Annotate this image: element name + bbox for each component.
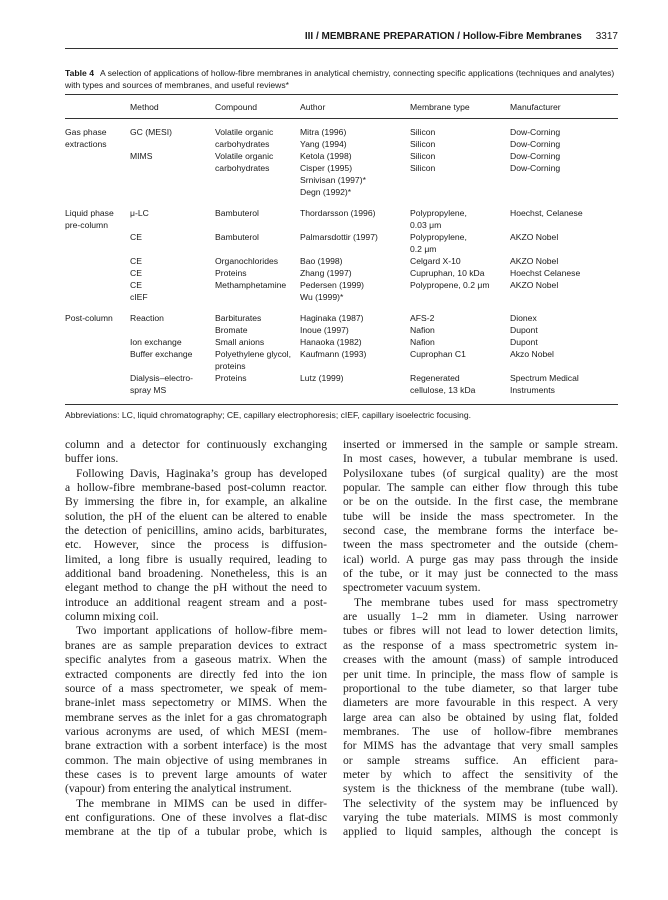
- table-cell: Polyethylene glycol, proteins: [215, 349, 291, 371]
- text-line: Two important applications of hollow-fibre mem-: [76, 624, 327, 638]
- table-label: Table 4: [65, 68, 94, 78]
- text-line: additional band broadening. Nonetheless, this is an: [65, 567, 327, 581]
- text-line: (vapour) from entering the analytical instrument.: [65, 782, 292, 796]
- table-row: [65, 303, 618, 336]
- text-line: are usually 1–2 mm in diameter. Using narrower: [343, 610, 618, 624]
- text-line: proportional to the tube diameter, so that larger tube: [343, 681, 618, 695]
- table-cell: Spectrum Medical Instruments: [510, 373, 579, 395]
- text-line: The selectivity of the system may be influenced by: [343, 796, 618, 810]
- table-row: [65, 372, 618, 396]
- table-row: [65, 336, 618, 348]
- table-cell: Silicon Silicon: [410, 127, 436, 149]
- table-caption: [65, 67, 618, 91]
- table-cell: Akzo Nobel: [510, 349, 554, 359]
- column-header: Method: [130, 95, 215, 119]
- paragraph: [65, 797, 327, 840]
- text-line: membrane serves as the inlet for a gas chromatograph: [65, 710, 327, 724]
- table-cell: Ketola (1998) Cisper (1995) Srnivisan (1997)* Degn (1992)*: [300, 151, 366, 197]
- section-title: III / MEMBRANE PREPARATION / Hollow-Fibre Membranes: [304, 31, 582, 42]
- table-cell: Gas phase extractions: [65, 127, 107, 149]
- table-cell: [65, 291, 130, 303]
- table-cell: Cuprophan C1: [410, 349, 466, 359]
- table-cell: Methamphetamine: [215, 280, 287, 290]
- running-head: [65, 31, 618, 49]
- body-column-left: [65, 438, 327, 840]
- table-cell: Proteins: [215, 373, 247, 383]
- text-line: limited, a long fibre is usually required, leading to: [65, 552, 327, 566]
- table-cell: CE: [130, 232, 142, 242]
- text-line: or sample streams suffice. An efficient para-: [343, 753, 618, 767]
- text-line: diameters are more favourable in this respect. A very: [343, 696, 618, 710]
- text-line: for MIMS has the advantage that very small samples: [343, 739, 618, 753]
- table-cell: [65, 231, 130, 255]
- table-cell: Kaufmann (1993): [300, 349, 367, 359]
- table-cell: Lutz (1999): [300, 373, 344, 383]
- table-cell: Volatile organic carbohydrates: [215, 151, 274, 173]
- table-cell: Proteins: [215, 268, 247, 278]
- table-cell: Buffer exchange: [130, 349, 193, 359]
- table-cell: [65, 279, 130, 291]
- text-line: inserted or immersed in the sample or sample stream.: [343, 438, 618, 451]
- table-cell: Dialysis–electro- spray MS: [130, 373, 194, 395]
- table-cell: Dow-Corning Dow-Corning: [510, 151, 561, 173]
- text-line: spectrometer vacuum system.: [343, 581, 481, 595]
- text-line: meter by which to affect the sensitivity of the: [343, 767, 618, 781]
- text-line: per unit time. In principle, the mass flow of sample is: [343, 667, 618, 681]
- table-row: [65, 231, 618, 255]
- table-cell: Nafion: [410, 337, 435, 347]
- text-line: large area can also be obtained by using flat, folded: [343, 710, 618, 724]
- text-line: or be on the outside. In the first case, the membrane: [343, 495, 618, 509]
- text-line: brane extraction with a sorbent interface) is the most: [65, 739, 327, 753]
- paragraph: [65, 467, 327, 625]
- table-row: [65, 150, 618, 198]
- column-header: Compound: [215, 95, 300, 119]
- table-header-row: [65, 95, 618, 119]
- table-cell: Polypropylene, 0.2 μm: [410, 232, 467, 254]
- table-cell: GC (MESI): [130, 127, 173, 137]
- table-cell: CE: [130, 268, 142, 278]
- text-line: tube will be inside the mass spectrometer. In the: [343, 509, 618, 523]
- table-cell: Polypropene, 0.2 μm: [410, 280, 490, 290]
- text-line: Polysiloxane tubes (of surgical quality) are the most: [343, 466, 618, 480]
- table-cell: Haginaka (1987) Inoue (1997): [300, 313, 364, 335]
- table-cell: cIEF: [130, 292, 148, 302]
- text-line: solution, the pH of the eluent can be altered to enable: [65, 509, 327, 523]
- table-cell: Hanaoka (1982): [300, 337, 362, 347]
- table-cell: [65, 267, 130, 279]
- table-cell: [65, 150, 130, 198]
- text-line: as the response of a mass spectrometric system in-: [343, 638, 618, 652]
- text-line: source of a mass spectrometer, we speak of mem-: [65, 681, 327, 695]
- text-line: ical) world. A purge gas may pass through the inside: [343, 552, 618, 566]
- text-line: varying the tube materials. MIMS is most commonly: [343, 810, 618, 824]
- text-line: The membrane tubes used for mass spectrometry: [354, 595, 618, 609]
- text-line: brane-inlet mass sepectometry or MIMS. When the: [65, 696, 327, 710]
- table-cell: Hoechst, Celanese: [510, 208, 583, 218]
- text-line: common. The main objective of using membranes in: [65, 753, 327, 767]
- table-cell: Dupont: [510, 337, 538, 347]
- table-cell: [215, 291, 300, 303]
- text-line: specific analytes from a gaseous matrix. When the: [65, 653, 327, 667]
- table-cell: AKZO Nobel: [510, 232, 559, 242]
- table-row: [65, 119, 618, 151]
- text-line: tween the mass spectrometer and the outside (chem-: [343, 538, 618, 552]
- table-cell: [65, 372, 130, 396]
- text-line: ent configurations. One of these involves a flat-disc: [65, 810, 327, 824]
- table-cell: Wu (1999)*: [300, 292, 344, 302]
- table-cell: Bambuterol: [215, 208, 259, 218]
- text-line: creases with the amount (mass) of sample introduced: [343, 653, 618, 667]
- text-line: applied to liquid samples, although the concept is: [343, 825, 618, 839]
- table-cell: Post-column: [65, 313, 113, 323]
- text-line: system is the thickness of the membrane (tube wall).: [343, 782, 618, 796]
- table-cell: Bao (1998): [300, 256, 343, 266]
- text-line: extracted components are directly fed into the ion: [65, 667, 327, 681]
- text-line: In most cases, however, a tubular membrane is used.: [343, 452, 618, 466]
- column-header: Manufacturer: [510, 95, 618, 119]
- table-cell: AFS-2 Nafion: [410, 313, 435, 335]
- text-line: a hollow-fibre membrane-based post-column reactor.: [65, 481, 327, 495]
- table-cell: Thordarsson (1996): [300, 208, 376, 218]
- text-line: column and a detector for continuously exchanging: [65, 438, 327, 451]
- table-cell: [65, 255, 130, 267]
- table-cell: Mitra (1996) Yang (1994): [300, 127, 347, 149]
- table-cell: Bambuterol: [215, 232, 259, 242]
- text-line: popular. The sample can either flow through this tube: [343, 481, 618, 495]
- table-cell: Small anions: [215, 337, 265, 347]
- table-cell: CE: [130, 280, 142, 290]
- table-cell: Zhang (1997): [300, 268, 352, 278]
- table-cell: [510, 291, 618, 303]
- body-column-right: [343, 438, 618, 840]
- text-line: membrane at the tip of a tubular probe, which is: [65, 825, 327, 839]
- text-line: The membrane in MIMS can be used in differ-: [76, 796, 327, 810]
- text-line: various acronyms are used, of which MESI (mem-: [65, 724, 327, 738]
- text-line: of the tube, or it may just be connected to the mass: [343, 567, 618, 581]
- table-cell: μ-LC: [130, 208, 149, 218]
- text-line: membranes. The use of hollow-fibre membranes: [343, 724, 618, 738]
- paragraph: [65, 438, 327, 467]
- table-cell: Barbiturates Bromate: [215, 313, 262, 335]
- table-cell: Hoechst Celanese: [510, 268, 581, 278]
- text-line: tubes or fibres will not lead to lower detection limits,: [343, 624, 618, 638]
- table-cell: Celgard X-10: [410, 256, 461, 266]
- text-line: elegant method to change the pH without the need to: [65, 581, 327, 595]
- text-line: By immersing the fibre in, for example, an alkaline: [65, 495, 327, 509]
- text-line: the detection of penicillins, amino acids, barbiturates,: [65, 524, 327, 538]
- table-cell: [65, 348, 130, 372]
- text-line: branes are as sample preparation devices to extract: [65, 638, 327, 652]
- table-cell: Pedersen (1999): [300, 280, 365, 290]
- text-line: introduce an additional reagent stream and a post-: [65, 595, 327, 609]
- table-cell: Volatile organic carbohydrates: [215, 127, 274, 149]
- table-cell: [65, 336, 130, 348]
- applications-table: [65, 94, 618, 421]
- column-header: Membrane type: [410, 95, 510, 119]
- text-line: buffer ions.: [65, 452, 119, 466]
- table-cell: Cupruphan, 10 kDa: [410, 268, 485, 278]
- page-number: 3317: [595, 31, 618, 42]
- table-caption-text: A selection of applications of hollow-fibre membranes in analytical chemistry, connecting specific applications (techniques and analytes) with types and sources of membranes, and useful reviews*: [65, 68, 615, 90]
- table-row: [65, 348, 618, 372]
- table-cell: Liquid phase pre-column: [65, 208, 114, 230]
- paragraph: [343, 438, 618, 596]
- paragraph: [343, 596, 618, 840]
- table-cell: Dow-Corning Dow-Corning: [510, 127, 561, 149]
- table-row: [65, 291, 618, 303]
- table-cell: Dionex Dupont: [510, 313, 538, 335]
- table-row: [65, 267, 618, 279]
- text-line: etc. However, since the process is diffusion-: [65, 538, 327, 552]
- paragraph: [65, 624, 327, 796]
- table-cell: Reaction: [130, 313, 164, 323]
- text-line: these cases is to prevent large amounts of water: [65, 767, 327, 781]
- table-row: [65, 198, 618, 231]
- text-line: Following Davis, Haginaka’s group has developed: [76, 466, 327, 480]
- table-cell: [410, 291, 510, 303]
- table-cell: Polypropylene, 0.03 μm: [410, 208, 467, 230]
- text-line: column mixing coil.: [65, 610, 159, 624]
- text-line: second case, the membrane forms the interface be-: [343, 524, 618, 538]
- table-cell: Organochlorides: [215, 256, 279, 266]
- table-cell: AKZO Nobel: [510, 256, 559, 266]
- table-row: [65, 279, 618, 291]
- table-cell: Silicon Silicon: [410, 151, 436, 173]
- table-cell: Ion exchange: [130, 337, 182, 347]
- column-header: Author: [300, 95, 410, 119]
- table-row: [65, 255, 618, 267]
- table-cell: CE: [130, 256, 142, 266]
- table-footnote: Abbreviations: LC, liquid chromatography; CE, capillary electrophoresis; cIEF, capillary isoelectric focusing.: [65, 404, 618, 421]
- table-cell: Regenerated cellulose, 13 kDa: [410, 373, 476, 395]
- table-cell: Palmarsdottir (1997): [300, 232, 378, 242]
- table-cell: MIMS: [130, 151, 153, 161]
- column-header: [65, 95, 130, 119]
- table-cell: AKZO Nobel: [510, 280, 559, 290]
